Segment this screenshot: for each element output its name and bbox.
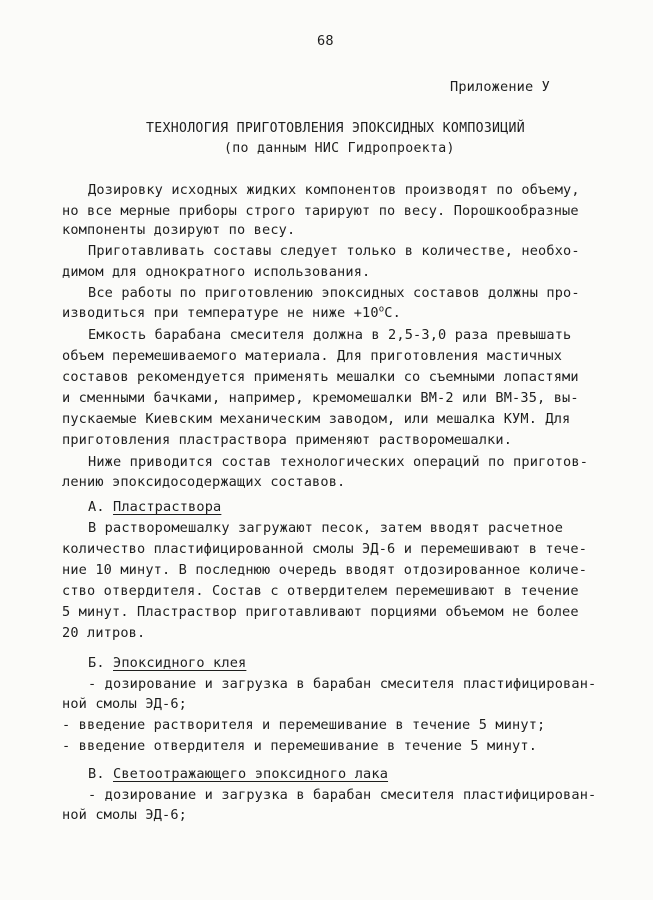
- page-number: 68: [317, 33, 334, 49]
- paragraph-line: Все работы по приготовлению эпоксидных составов должны про-: [88, 285, 580, 301]
- document-subtitle: (по данным НИС Гидропроекта): [224, 141, 455, 156]
- paragraph-line: Приготавливать составы следует только в количестве, необхо-: [88, 243, 580, 259]
- section-title: Светоотражающего эпоксидного лака: [113, 766, 389, 782]
- paragraph-line: ние 10 минут. В последнюю очередь вводят отдозированное количе-: [62, 562, 588, 578]
- paragraph-line: [62, 303, 401, 323]
- document-title: ТЕХНОЛОГИЯ ПРИГОТОВЛЕНИЯ ЭПОКСИДНЫХ КОМПОЗИЦИЙ: [146, 121, 526, 136]
- list-item: - дозирование и загрузка в барабан смесителя пластифицирован-: [88, 676, 597, 692]
- temperature-unit: С.: [384, 305, 401, 321]
- section-letter: В.: [88, 766, 105, 782]
- section-heading-a: [88, 497, 221, 517]
- paragraph-line: лению эпоксидосодержащих составов.: [62, 474, 346, 490]
- list-item: - введение отвердителя и перемешивание в течение 5 минут.: [62, 738, 538, 754]
- section-letter: Б.: [88, 655, 105, 671]
- paragraph-line: компоненты дозируют по весу.: [62, 222, 296, 238]
- list-item: - дозирование и загрузка в барабан смесителя пластифицирован-: [88, 787, 597, 803]
- paragraph-line: Емкость барабана смесителя должна в 2,5-3,0 раза превышать: [88, 327, 572, 343]
- paragraph-line: 20 литров.: [62, 625, 146, 641]
- paragraph-line: Дозировку исходных жидких компонентов производят по объему,: [88, 182, 580, 198]
- paragraph-line: Ниже приводится состав технологических операций по приготов-: [88, 454, 589, 470]
- paragraph-line: и сменными бачками, например, кремомешалки ВМ-2 или ВМ-35, вы-: [62, 390, 579, 406]
- section-title: Эпоксидного клея: [113, 655, 247, 671]
- paragraph-line: но все мерные приборы строго тарируют по весу. Порошкообразные: [62, 203, 579, 219]
- list-item: - введение растворителя и перемешивание в течение 5 минут;: [62, 717, 546, 733]
- paragraph-line: В растворомешалку загружают песок, затем вводят расчетное: [88, 520, 564, 536]
- paragraph-line: димом для однократного использования.: [62, 264, 371, 280]
- paragraph-line: количество пластифицированной смолы ЭД-6 и перемешивают в тече-: [62, 541, 588, 557]
- paragraph-line: ство отвердителя. Состав с отвердителем перемешивают в течение: [62, 583, 579, 599]
- section-title: Пластраствора: [113, 499, 222, 515]
- paragraph-line: составов рекомендуется применять мешалки со съемными лопастями: [62, 369, 579, 385]
- section-heading-c: [88, 764, 388, 784]
- paragraph-line: приготовления пластраствора применяют растворомешалки.: [62, 432, 513, 448]
- temperature-text: изводиться при температуре не ниже +10: [62, 305, 379, 321]
- appendix-label: Приложение У: [450, 79, 551, 95]
- paragraph-line: объем перемешиваемого материала. Для приготовления мастичных: [62, 348, 563, 364]
- degree-sign: о: [378, 304, 385, 315]
- list-item-continuation: ной смолы ЭД-6;: [62, 807, 188, 823]
- paragraph-line: пускаемые Киевским механическим заводом, или мешалка КУМ. Для: [62, 411, 571, 427]
- list-item-continuation: ной смолы ЭД-6;: [62, 696, 188, 712]
- section-letter: А.: [88, 499, 105, 515]
- paragraph-line: 5 минут. Пластраствор приготавливают порциями объемом не более: [62, 604, 579, 620]
- section-heading-b: [88, 653, 246, 673]
